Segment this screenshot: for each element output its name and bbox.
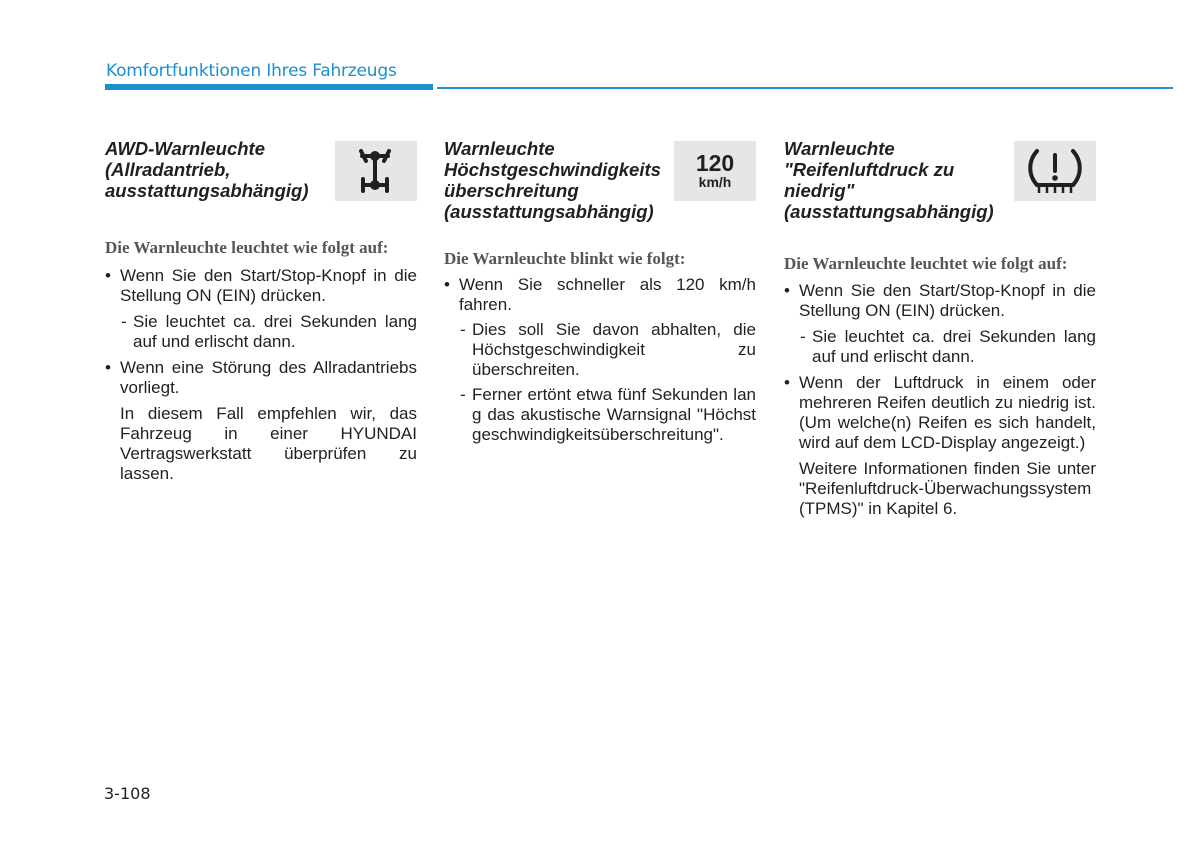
- speed-sub-1: - Dies soll Sie davon abhalten, die Höchstgeschwindigkeit zu überschreiten.: [444, 320, 756, 380]
- section-header-title: Komfortfunktionen Ihres Fahrzeugs: [106, 61, 397, 81]
- speed-limit-icon: [674, 141, 756, 201]
- awd-bullet-2: • Wenn eine Störung des Allradantriebs vorliegt.: [105, 358, 417, 398]
- awd-drivetrain-icon: [335, 141, 417, 201]
- tire-bullet-1: • Wenn Sie den Start/Stop-Knopf in die Stellung ON (EIN) drücken.: [784, 281, 1096, 321]
- speed-sub-2: - Ferner ertönt etwa fünf Sekunden lang das akustische Warnsignal "Höchstgeschwindigkeitsüberschreitung".: [444, 385, 756, 445]
- tire-lead-text: Die Warnleuchte leuchtet wie folgt auf:: [784, 254, 1068, 273]
- awd-warning-section: [105, 138, 417, 484]
- speed-warning-section: [444, 138, 756, 445]
- page-number: 3-108: [104, 784, 151, 803]
- awd-lead-text: Die Warnleuchte leuchtet wie folgt auf:: [105, 238, 389, 257]
- tire-sub-1: - Sie leuchtet ca. drei Sekunden lang auf und erlischt dann.: [784, 327, 1096, 367]
- low-tire-pressure-icon: [1014, 141, 1096, 201]
- speed-limit-unit: km/h: [698, 174, 732, 190]
- speed-heading: Warnleuchte Höchstgeschwindigkeits überschreitung (ausstattungsabhängig): [444, 138, 661, 222]
- awd-bullet-1: • Wenn Sie den Start/Stop-Knopf in die Stellung ON (EIN) drücken.: [105, 266, 417, 306]
- tire-heading: Warnleuchte "Reifenluftdruck zu niedrig" (ausstattungsabhängig): [784, 138, 994, 222]
- tire-bullet-2: • Wenn der Luftdruck in einem oder mehreren Reifen deutlich zu niedrig ist. (Um welche(n) Reifen es sich handelt, wird auf dem LCD-Display angezeigt.): [784, 373, 1096, 453]
- awd-heading: AWD-Warnleuchte (Allradantrieb, ausstattungsabhängig): [105, 138, 309, 201]
- tire-note: Weitere Informationen finden Sie unter "Reifenluftdruck-Überwachungssystem (TPMS)" in Kapitel 6.: [799, 459, 1096, 518]
- speed-lead-text: Die Warnleuchte blinkt wie folgt:: [444, 249, 686, 268]
- header-rule-thin: [437, 87, 1173, 89]
- awd-sub-1: - Sie leuchtet ca. drei Sekunden lang auf und erlischt dann.: [105, 312, 417, 352]
- tire-pressure-warning-section: [784, 138, 1096, 519]
- speed-limit-value: 120: [695, 150, 735, 176]
- header-rule-thick: [105, 84, 433, 90]
- awd-note: In diesem Fall empfehlen wir, das Fahrzeug in einer HYUNDAI Vertragswerkstatt überprüfen zu lassen.: [120, 404, 417, 483]
- speed-bullet-1: • Wenn Sie schneller als 120 km/h fahren.: [444, 275, 756, 315]
